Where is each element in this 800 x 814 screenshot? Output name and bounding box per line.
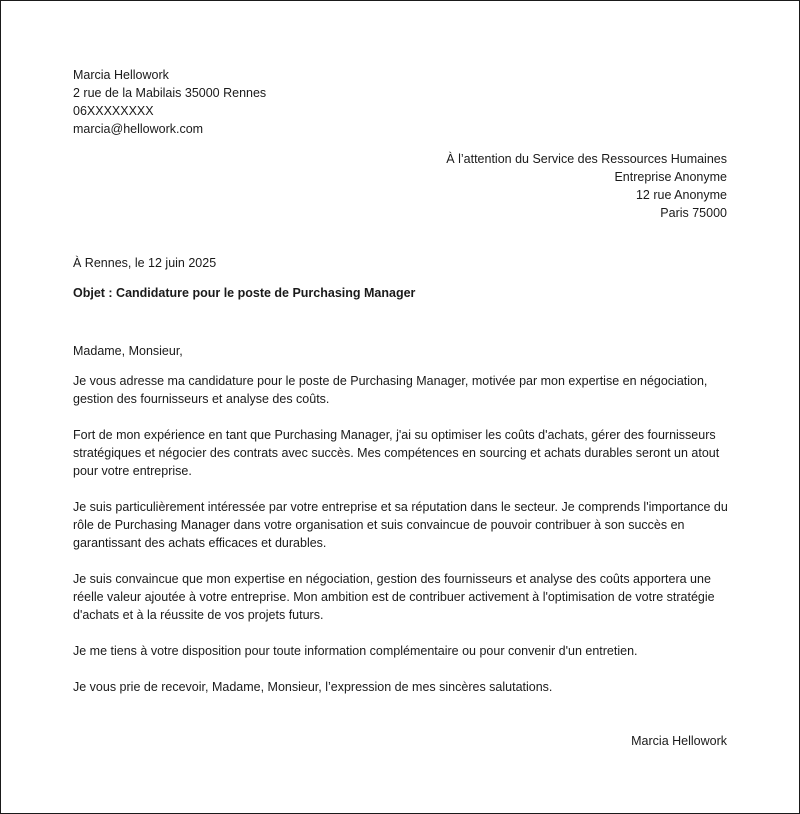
sender-email: marcia@hellowork.com <box>73 122 204 136</box>
sender-address: 2 rue de la Mabilais 35000 Rennes <box>73 86 267 100</box>
recipient-company: Entreprise Anonyme <box>614 170 727 184</box>
sender-name: Marcia Hellowork <box>73 68 169 82</box>
date-line: À Rennes, le 12 juin 2025 <box>73 256 217 270</box>
body-paragraph: Fort de mon expérience en tant que Purchasing Manager, j'ai su optimiser les coûts d'achats, gérer des fournisseurs stratégiques et négocier des contrats avec succès. Mes compétences en sourcing et achats durables seront un atout pour votre entreprise. <box>73 428 720 478</box>
recipient-block <box>446 150 727 222</box>
body-paragraph: Je vous prie de recevoir, Madame, Monsieur, l’expression de mes sincères salutations. <box>73 680 553 694</box>
body-paragraph: Je vous adresse ma candidature pour le poste de Purchasing Manager, motivée par mon expertise en négociation, gestion des fournisseurs et analyse des coûts. <box>73 374 708 406</box>
salutation: Madame, Monsieur, <box>73 344 183 358</box>
letter-body <box>73 372 733 714</box>
signature: Marcia Hellowork <box>631 734 727 748</box>
recipient-city: Paris 75000 <box>660 206 727 220</box>
sender-phone: 06XXXXXXXX <box>73 104 154 118</box>
sender-block <box>73 66 266 138</box>
body-paragraph: Je me tiens à votre disposition pour toute information complémentaire ou pour convenir d'un entretien. <box>73 644 638 658</box>
recipient-street: 12 rue Anonyme <box>635 188 727 202</box>
body-paragraph: Je suis convaincue que mon expertise en négociation, gestion des fournisseurs et analyse des coûts apportera une réelle valeur ajoutée à votre entreprise. Mon ambition est de contribuer activement à l'optimisation de votre stratégie d'achats et à la réussite de vos projets futurs. <box>73 572 715 622</box>
body-paragraph: Je suis particulièrement intéressée par votre entreprise et sa réputation dans le secteur. Je comprends l'importance du rôle de Purchasing Manager dans votre organisation et suis convaincue de pouvoir contribuer à son succès en garantissant des achats efficaces et durables. <box>73 500 728 550</box>
recipient-attention: À l’attention du Service des Ressources Humaines <box>446 152 727 166</box>
subject-line: Objet : Candidature pour le poste de Purchasing Manager <box>73 286 416 300</box>
